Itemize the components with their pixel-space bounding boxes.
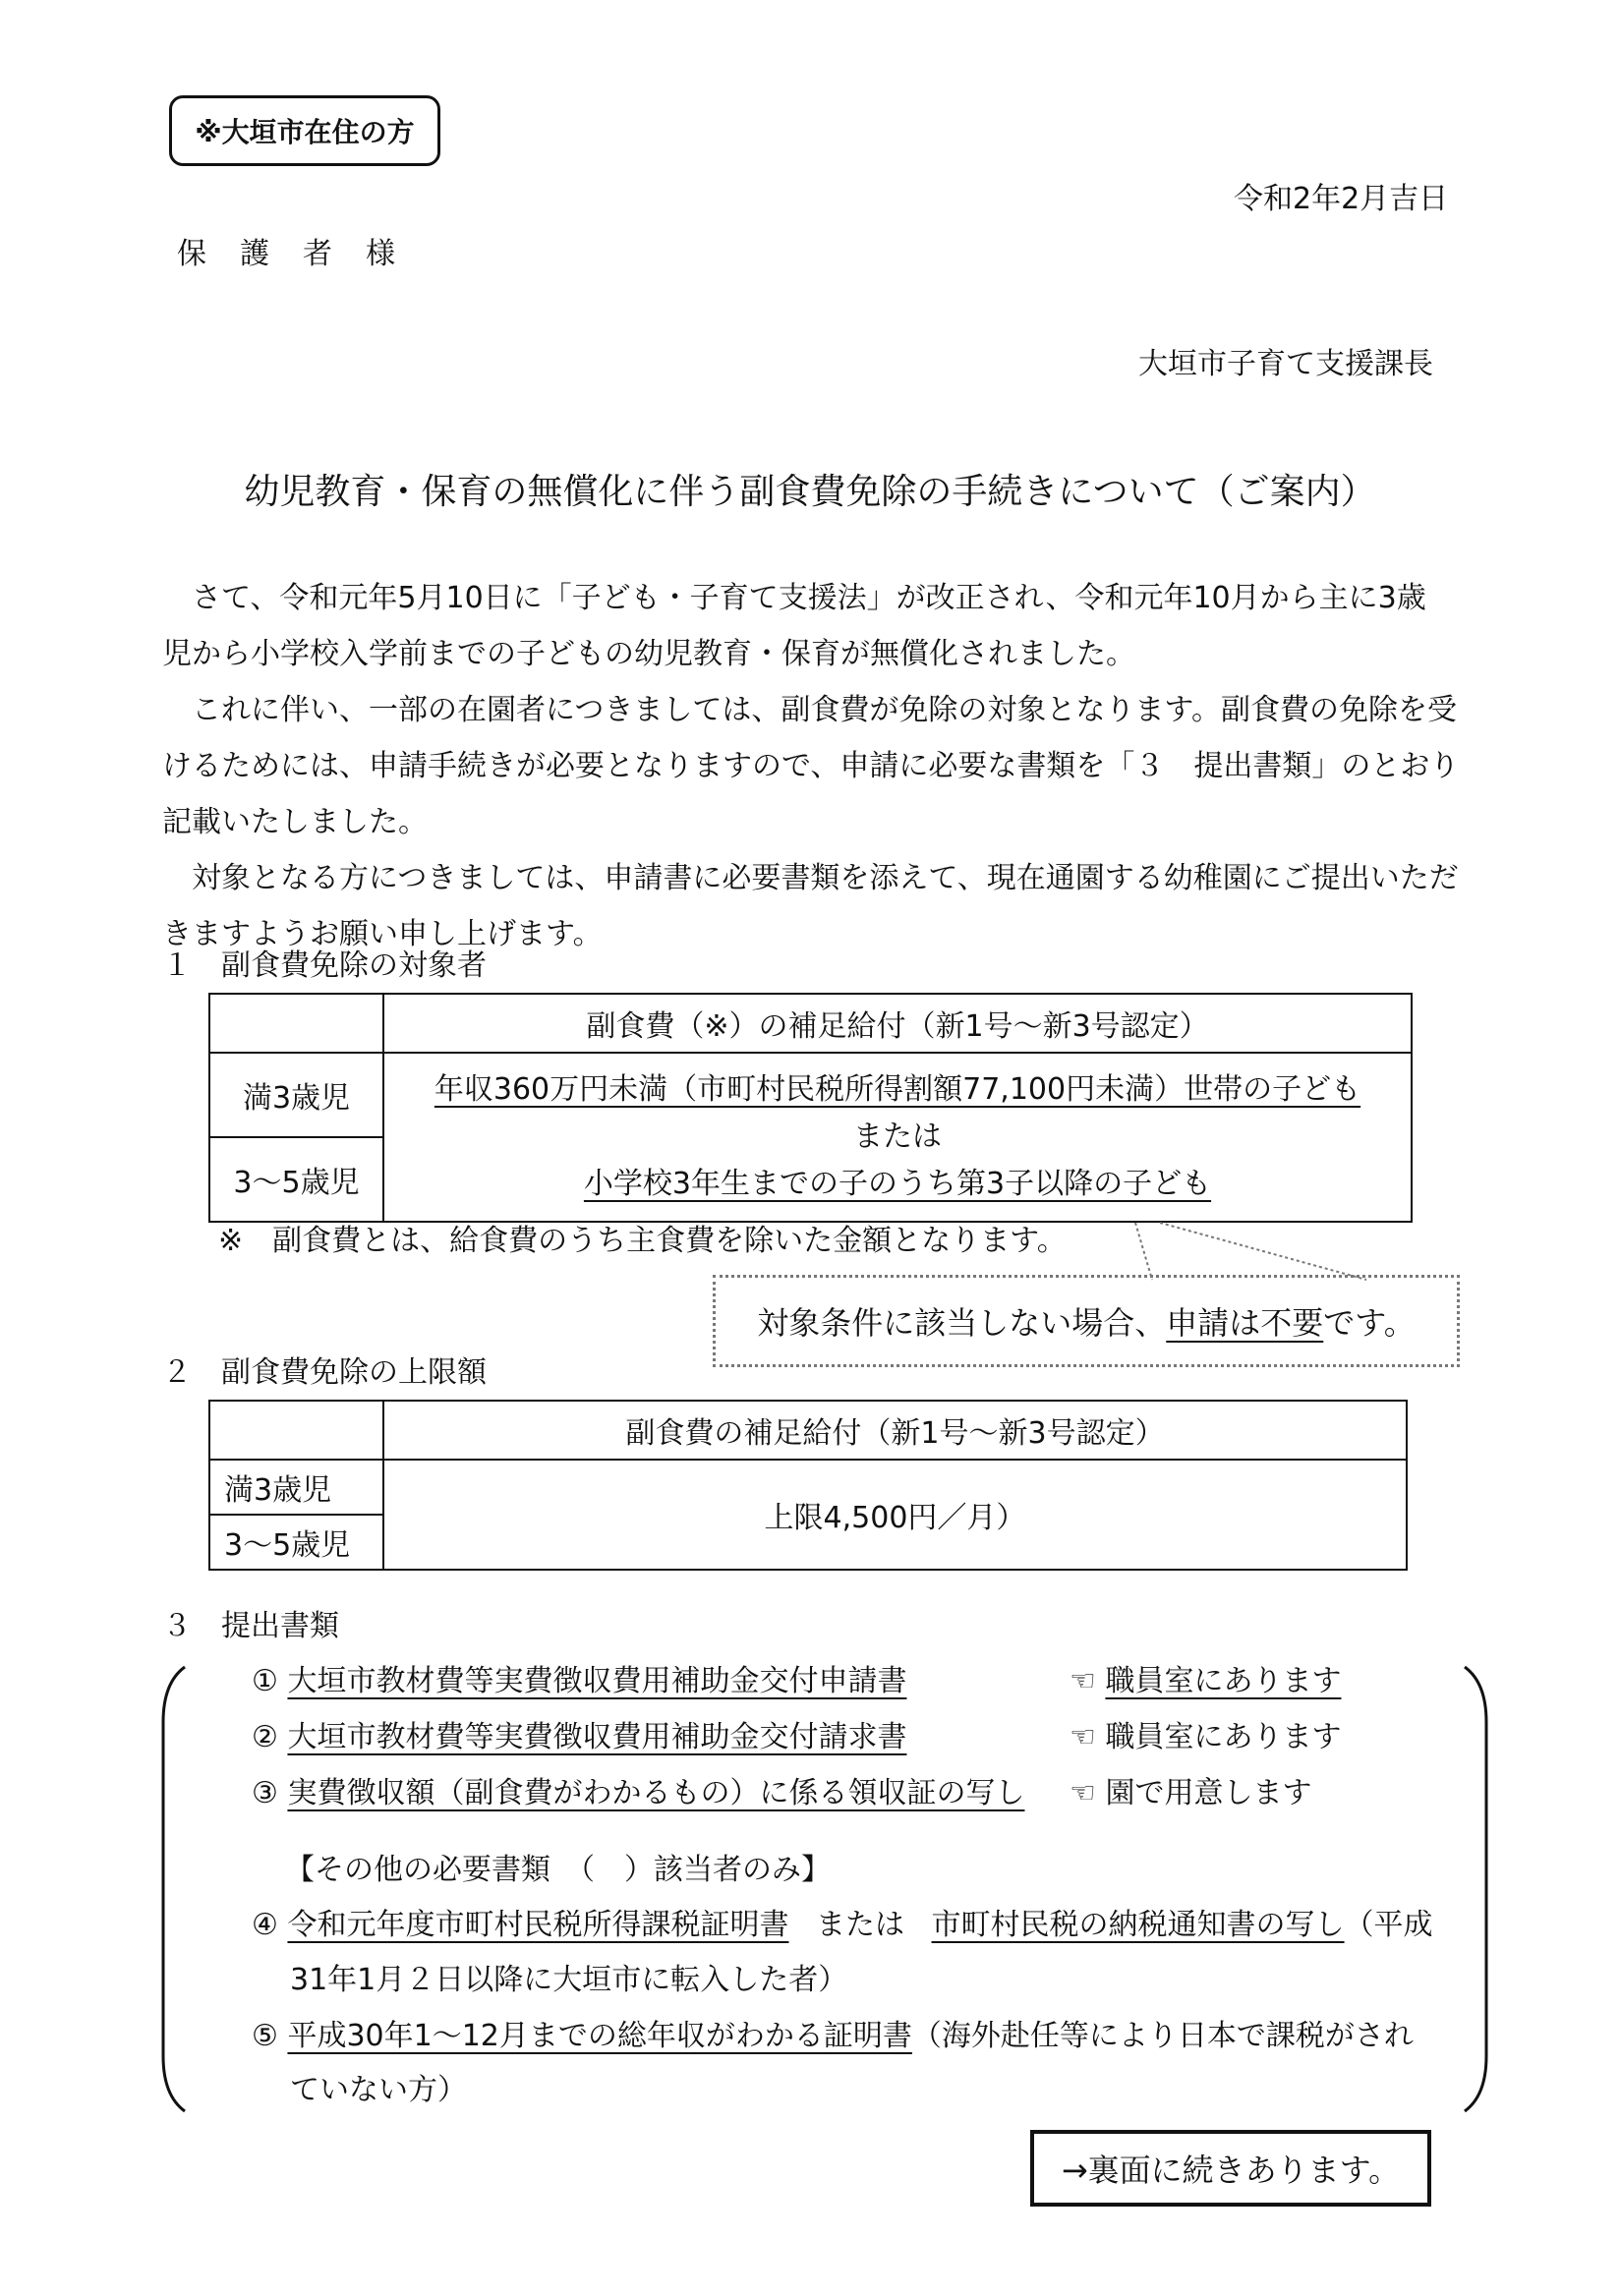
document-item-3: [252, 1776, 1025, 1810]
document-item-2-num: ②: [252, 1720, 278, 1754]
eligibility-or: または: [853, 1119, 942, 1154]
document-item-5-note-2: ていない方）: [290, 2073, 467, 2107]
document-item-4: [252, 1908, 1433, 1942]
document-title: 幼児教育・保育の無償化に伴う副食費免除の手続きについて（ご案内）: [244, 472, 1376, 512]
eligibility-table: [208, 993, 1413, 1223]
sender: 大垣市子育て支援課長: [1138, 347, 1433, 381]
intro-p1-line-1: さて、令和元年5月10日に「子ども・子育て支援法」が改正され、令和元年10月から主に3歳: [192, 581, 1426, 615]
pointing-hand-icon: ☜: [1070, 1664, 1096, 1698]
document-item-1-num: ①: [252, 1664, 278, 1698]
intro-p2-line-1: これに伴い、一部の在園者につきましては、副食費が免除の対象となります。副食費の免除を受: [192, 693, 1457, 727]
document-item-2: [252, 1720, 907, 1754]
document-item-2-where: 職員室にあります: [1105, 1720, 1342, 1754]
documents-bracket-left: [155, 1663, 195, 2115]
pointing-hand-icon: ☜: [1070, 1776, 1096, 1810]
document-item-5-num: ⑤: [252, 2019, 278, 2053]
not-eligible-callout: [713, 1275, 1460, 1367]
eligibility-conditions: [383, 1053, 1412, 1222]
document-item-1: [252, 1664, 907, 1698]
documents-bracket-right: [1455, 1663, 1494, 2115]
callout-text-underlined: 申請は不要: [1166, 1304, 1324, 1342]
eligibility-condition-1: 年収360万円未満（市町村民税所得割額77,100円未満）世帯の子ども: [434, 1072, 1361, 1107]
document-item-2-name: 大垣市教材費等実費徴収費用補助金交付請求書: [287, 1720, 907, 1754]
document-item-3-location: [1070, 1776, 1312, 1810]
eligibility-row-label-2: 3～5歳児: [209, 1137, 383, 1222]
document-item-4-note-2: 31年1月２日以降に大垣市に転入した者）: [290, 1963, 848, 1997]
resident-badge: ※大垣市在住の方: [169, 95, 440, 166]
document-item-5-name: 平成30年1～12月までの総年収がわかる証明書: [287, 2019, 912, 2053]
document-item-4-or: または: [816, 1908, 904, 1942]
addressee: 保 護 者 様: [177, 237, 397, 271]
document-item-3-name: 実費徴収額（副食費がわかるもの）に係る領収証の写し: [287, 1776, 1025, 1810]
eligibility-table-corner: [209, 994, 383, 1053]
other-documents-heading: 【その他の必要書類 （ ）該当者のみ】: [285, 1853, 831, 1887]
limit-table-corner: [209, 1401, 383, 1460]
section2-heading: ２ 副食費免除の上限額: [162, 1355, 487, 1390]
intro-p2-line-3: 記載いたしました。: [162, 805, 428, 839]
document-item-2-location: [1070, 1720, 1342, 1754]
document-item-4-note-1: （平成: [1344, 1908, 1433, 1942]
document-item-5: [252, 2019, 1414, 2053]
limit-table-header: 副食費の補足給付（新1号～新3号認定）: [383, 1401, 1407, 1460]
continue-on-back-note: →裏面に続きあります。: [1030, 2130, 1431, 2207]
document-item-1-where: 職員室にあります: [1105, 1664, 1342, 1698]
document-item-4-name-b: 市町村民税の納税通知書の写し: [931, 1908, 1345, 1942]
limit-table: [208, 1400, 1408, 1571]
document-date: 令和2年2月吉日: [1234, 182, 1449, 216]
document-item-3-where: 園で用意します: [1105, 1776, 1312, 1810]
section3-heading: ３ 提出書類: [162, 1609, 339, 1643]
section1-footnote: ※ 副食費とは、給食費のうち主食費を除いた金額となります。: [218, 1224, 1067, 1258]
intro-p3-line-2: きますようお願い申し上げます。: [162, 917, 603, 951]
intro-p1-line-2: 児から小学校入学前までの子どもの幼児教育・保育が無償化されました。: [162, 637, 1135, 671]
intro-paragraph-1: [162, 570, 1465, 962]
callout-text-before: 対象条件に該当しない場合、: [757, 1304, 1167, 1342]
eligibility-table-header: 副食費（※）の補足給付（新1号～新3号認定）: [383, 994, 1412, 1053]
intro-p3-line-1: 対象となる方につきましては、申請書に必要書類を添えて、現在通園する幼稚園にご提出いただ: [192, 861, 1459, 895]
document-item-5-note-1: （海外赴任等により日本で課税がされ: [911, 2019, 1414, 2053]
pointing-hand-icon: ☜: [1070, 1720, 1096, 1754]
limit-row-label-1: 満3歳児: [209, 1460, 383, 1515]
document-item-1-name: 大垣市教材費等実費徴収費用補助金交付申請書: [287, 1664, 907, 1698]
callout-text-after: です。: [1323, 1304, 1416, 1342]
section1-heading: １ 副食費免除の対象者: [162, 948, 487, 983]
document-item-4-name-a: 令和元年度市町村民税所得課税証明書: [287, 1908, 789, 1942]
document-item-3-num: ③: [252, 1776, 278, 1810]
limit-amount: 上限4,500円／月）: [383, 1460, 1407, 1570]
eligibility-condition-2: 小学校3年生までの子のうち第3子以降の子ども: [583, 1167, 1212, 1201]
intro-p2-line-2: けるためには、申請手続きが必要となりますので、申請に必要な書類を「３ 提出書類」のとおり: [162, 749, 1460, 783]
document-item-1-location: [1070, 1664, 1342, 1698]
document-item-4-num: ④: [252, 1908, 278, 1942]
eligibility-row-label-1: 満3歳児: [209, 1053, 383, 1137]
limit-row-label-2: 3～5歳児: [209, 1515, 383, 1570]
